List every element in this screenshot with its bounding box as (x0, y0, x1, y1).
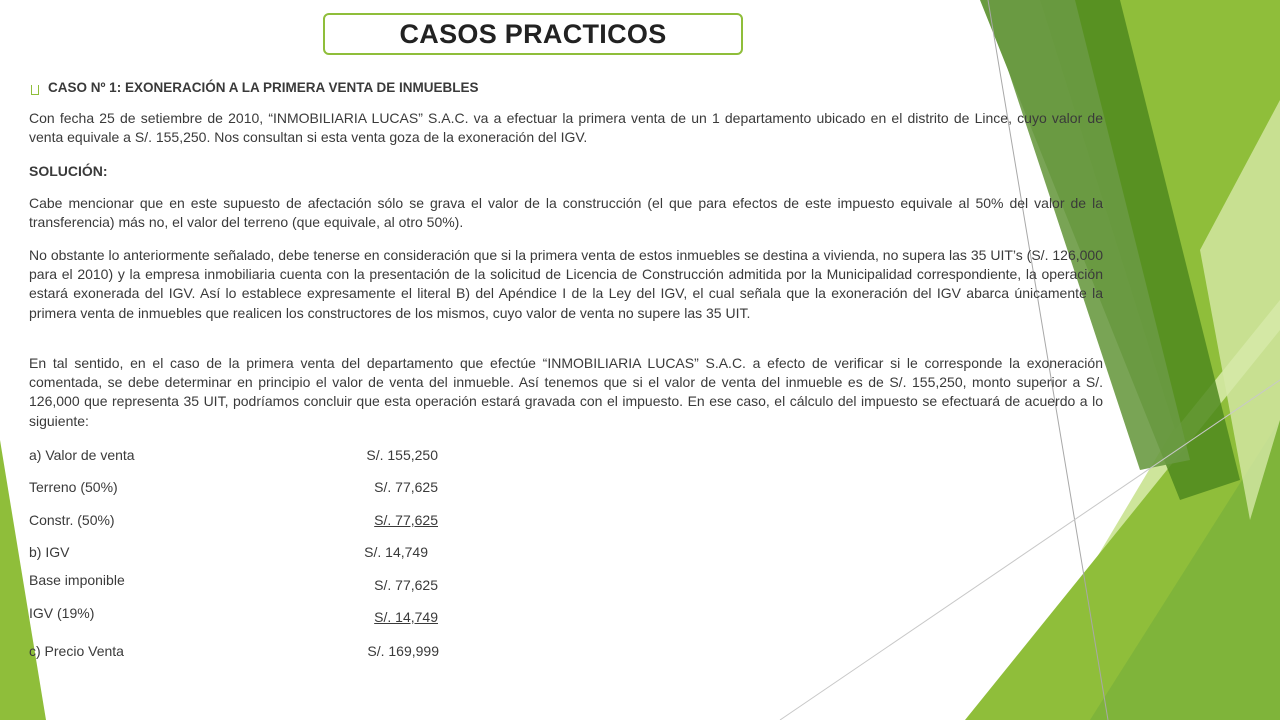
calc-label-igv-19: IGV (19%) (29, 605, 95, 621)
title-box (323, 13, 743, 55)
calc-value-valor-venta: S/. 155,250 (366, 447, 438, 463)
paragraph-3: No obstante lo anteriormente señalado, debe tenerse en consideración que si la primera venta de estos inmuebles se destina a vivienda, no supera las 35 UIT’s (S/. 126,000 para el 2010) y la empresa inmobiliaria cuenta con la presentación de la solicitud de Licencia de Construcción admitida por la Municipalidad correspondiente, la operación estará exonerada del IGV. Así lo establece expresamente el literal B) del Apéndice I de la Ley del IGV, el cual señala que la exoneración del IGV abarca únicamente la primera venta de inmuebles que realicen los constructores de los mismos, cuyo valor de venta no supere las 35 UIT. (29, 247, 1103, 321)
calc-value-terreno: S/. 77,625 (374, 479, 438, 495)
calc-value-base-imponible: S/. 77,625 (374, 577, 438, 593)
calc-value-igv: S/. 14,749 (364, 544, 428, 560)
case-heading (31, 80, 478, 95)
calc-label-construccion: Constr. (50%) (29, 512, 115, 528)
calc-label-igv: b) IGV (29, 544, 70, 560)
case-heading-text: CASO Nº 1: EXONERACIÓN A LA PRIMERA VENTA DE INMUEBLES (48, 80, 479, 95)
calc-label-base-imponible: Base imponible (29, 572, 125, 588)
calc-label-valor-venta: a) Valor de venta (29, 447, 135, 463)
slide-title: CASOS PRACTICOS (399, 18, 667, 49)
calc-value-construccion: S/. 77,625 (374, 512, 438, 528)
paragraph-2: Cabe mencionar que en este supuesto de afectación sólo se grava el valor de la construcción (el que para efectos de este impuesto equivale al 50% del valor de la transferencia) más no, el valor del terreno (que equivale, al otro 50%). (29, 195, 1103, 231)
calc-value-precio-venta: S/. 169,999 (367, 643, 439, 659)
bullet-icon (31, 85, 39, 95)
calc-label-terreno: Terreno (50%) (29, 479, 118, 495)
paragraph-1: Con fecha 25 de setiembre de 2010, “INMOBILIARIA LUCAS” S.A.C. va a efectuar la primera venta de un 1 departamento ubicado en el distrito de Lince, cuyo valor de venta equivale a S/. 155,250. Nos consultan si esta venta goza de la exoneración del IGV. (29, 110, 1103, 146)
solution-heading: SOLUCIÓN: (29, 163, 108, 179)
calc-label-precio-venta: c) Precio Venta (29, 643, 124, 659)
paragraph-4: En tal sentido, en el caso de la primera venta del departamento que efectúe “INMOBILIARIA LUCAS” S.A.C. a efecto de verificar si le corresponde la exoneración comentada, se debe determinar en principio el valor de venta del inmueble. Así tenemos que si el valor de venta del inmueble es de S/. 155,250, monto superior a S/. 126,000 que representa 35 UIT, podríamos concluir que esta operación estará gravada con el impuesto. En ese caso, el cálculo del impuesto se efectuará de acuerdo a lo siguiente: (29, 355, 1103, 429)
calc-value-igv-19: S/. 14,749 (374, 609, 438, 625)
